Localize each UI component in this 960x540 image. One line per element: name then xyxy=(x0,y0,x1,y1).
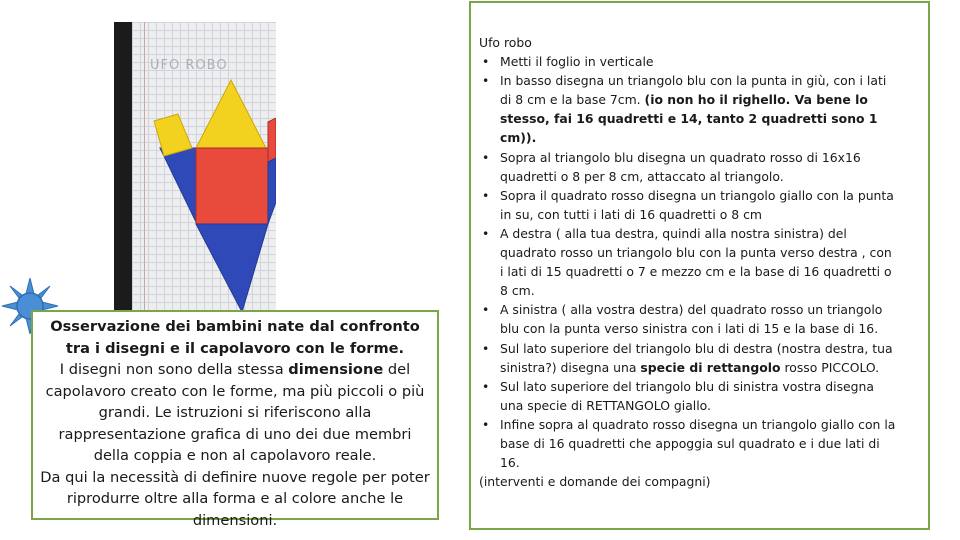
observation-box xyxy=(31,310,439,529)
red-square xyxy=(196,148,268,224)
observation-conclusion: Da qui la necessità di definire nuove regole per poter riprodurre oltre alla forma e al colore anche le dimensioni. xyxy=(40,468,430,529)
blue-triangle-right xyxy=(268,158,276,224)
item-text: Infine sopra al quadrato rosso disegna un triangolo giallo con la base di 16 quadretti che appoggia sul quadrato e i due lati di 16. xyxy=(500,416,896,471)
item-text: Sul lato superiore del triangolo blu di sinistra vostra disegna una specie di RETTANGOLO giallo. xyxy=(500,378,874,413)
observation-text-b: del capolavoro creato con le forme, ma più piccoli o più grandi. Le istruzioni si riferiscono alla rappresentazione grafica di uno dei due membri della coppia e non al capolavoro reale. xyxy=(45,361,425,464)
item-text: Sopra il quadrato rosso disegna un triangolo giallo con la punta in su, con tutti i lati di 16 quadretti o 8 cm xyxy=(500,187,894,222)
item-text: A destra ( alla tua destra, quindi alla nostra sinistra) del quadrato rosso un triangolo blu con la punta verso destra , con i lati di 15 quadretti o 7 e mezzo cm e la base di 16 quadretti o 8 cm. xyxy=(500,225,892,299)
list-item xyxy=(479,300,898,338)
list-item xyxy=(479,339,898,377)
red-rectangle xyxy=(268,118,276,162)
instructions-box xyxy=(469,1,930,530)
list-item xyxy=(479,377,898,415)
list-item xyxy=(479,186,898,224)
item-text: Metti il foglio in verticale xyxy=(500,54,654,70)
blue-triangle-bottom xyxy=(196,224,268,312)
item-text: Sopra al triangolo blu disegna un quadrato rosso di 16x16 quadretti o 8 per 8 cm, attaccato al triangolo. xyxy=(500,149,861,184)
drawing-photo xyxy=(114,22,276,330)
item-bold-text: (io non ho il righello. Va bene lo stesso, fai 16 quadretti e 14, tanto 2 quadretti sono 1 cm)). xyxy=(500,92,878,146)
item-text: In basso disegna un triangolo blu con la punta in giù, con i lati di 8 cm e la base 7cm. xyxy=(500,73,887,108)
list-item xyxy=(479,224,898,300)
instructions-footer: (interventi e domande dei compagni) xyxy=(479,474,711,490)
list-item xyxy=(479,71,898,147)
observation-keyword: dimensione xyxy=(288,361,384,378)
list-item xyxy=(479,52,898,71)
instructions-title: Ufo robo xyxy=(479,35,532,50)
drawing-title: UFO ROBO xyxy=(150,58,228,73)
observation-heading: Osservazione dei bambini nate dal confronto tra i disegni e il capolavoro con le forme. xyxy=(50,318,420,357)
item-text: A sinistra ( alla vostra destra) del quadrato rosso un triangolo blu con la punta verso sinistra con i lati di 15 e la base di 16. xyxy=(500,302,883,337)
observation-paragraph xyxy=(39,359,431,467)
item-text: Sul lato superiore del triangolo blu di destra (nostra destra, tua sinistra?) disegna una xyxy=(500,340,893,375)
yellow-triangle-top xyxy=(196,80,266,148)
blue-triangle-left xyxy=(160,148,196,222)
instructions-list xyxy=(479,52,898,472)
observation-text-a: I disegni non sono della stessa xyxy=(59,361,289,378)
list-item xyxy=(479,415,898,472)
list-item xyxy=(479,148,898,186)
item-bold-text: specie di rettangolo xyxy=(640,359,781,375)
item-text-post: rosso PICCOLO. xyxy=(780,359,880,375)
yellow-rectangle xyxy=(154,114,192,156)
